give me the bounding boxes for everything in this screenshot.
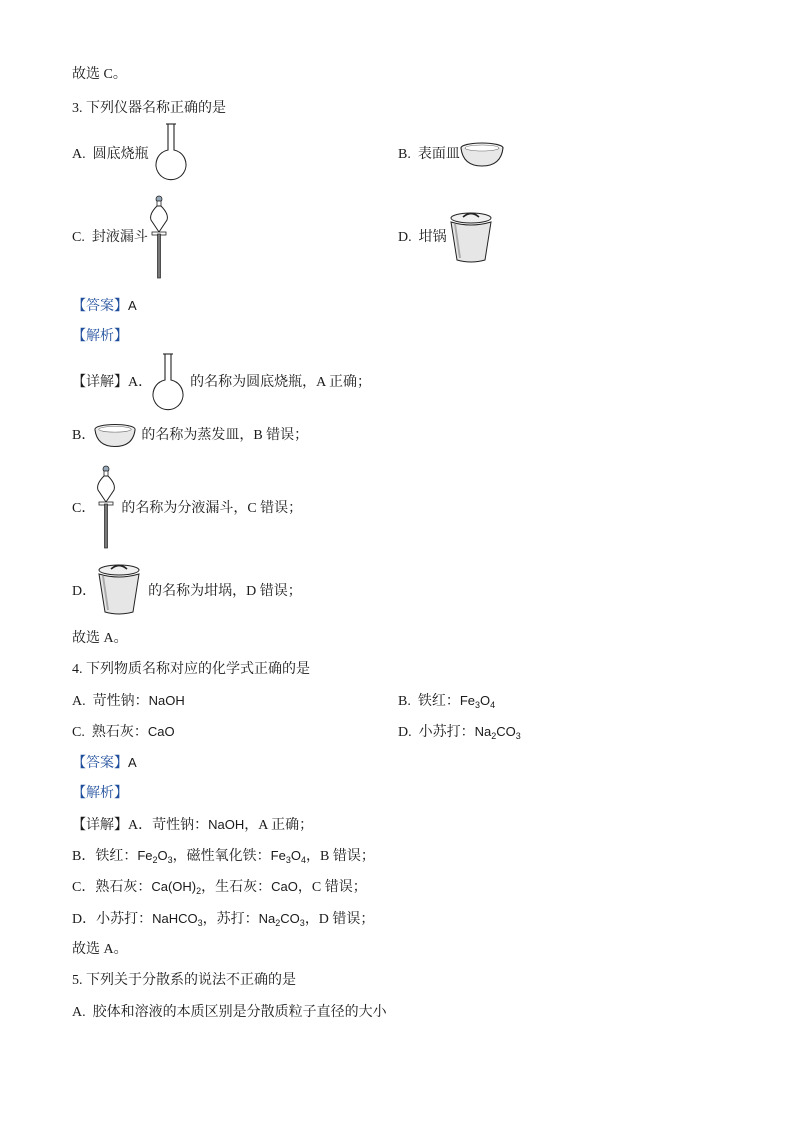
detail-text: B．铁红： — [72, 849, 138, 864]
option-letter: B. — [398, 694, 411, 709]
crucible-icon — [447, 210, 495, 264]
q3-conclusion: 故选 A。 — [72, 631, 128, 646]
option-text: 苛性钠： — [92, 694, 149, 709]
separatory-funnel-icon — [146, 194, 172, 280]
detail-text: ，A 正确； — [244, 818, 314, 833]
option-letter: C. — [72, 725, 85, 740]
q4-detail-b — [72, 847, 375, 866]
q4-option-c — [72, 723, 175, 742]
detail-prefix: C． — [72, 501, 96, 516]
detail-text: D．小苏打： — [72, 912, 153, 927]
formula: $Na_2CO_3$ — [258, 911, 305, 928]
previous-conclusion: 故选 C。 — [72, 67, 127, 82]
q5-option-a — [72, 1004, 387, 1022]
detail-text: 的名称为圆底烧瓶，A 正确； — [190, 375, 371, 390]
q4-detail-a — [72, 816, 313, 835]
question-5-stem: 5. 下列关于分散系的说法不正确的是 — [72, 973, 296, 988]
formula: $Fe_2O_3$ — [137, 848, 173, 865]
q3-option-d — [398, 229, 447, 247]
detail-text: ，磁性氧化铁： — [172, 849, 271, 864]
formula: $Ca(OH)_2$ — [151, 879, 202, 896]
q3-option-a — [72, 146, 149, 164]
q4-option-a — [72, 692, 185, 711]
detail-prefix: B． — [72, 428, 96, 443]
detail-prefix: A． — [128, 375, 153, 390]
answer-value: A — [128, 755, 137, 770]
formula: NaOH — [208, 817, 245, 832]
q3-detail-a — [72, 374, 371, 392]
option-letter: A. — [72, 1005, 86, 1020]
formula: CaO — [147, 724, 175, 739]
detail-prefix: D． — [72, 584, 97, 599]
round-bottom-flask-icon — [150, 352, 186, 414]
detail-tag: 【详解】 — [72, 818, 128, 833]
option-text: 胶体和溶液的本质区别是分散质粒子直径的大小 — [92, 1005, 387, 1020]
option-letter: D. — [398, 230, 412, 245]
detail-text: ，D 错误； — [304, 912, 375, 927]
round-bottom-flask-icon — [153, 122, 189, 184]
separatory-funnel-icon — [93, 464, 119, 550]
q4-option-d — [398, 723, 521, 742]
option-text: 铁红： — [417, 694, 460, 709]
q3-answer — [72, 297, 137, 316]
option-text: 熟石灰： — [91, 725, 148, 740]
detail-text: 的名称为坩埚，D 错误； — [148, 584, 302, 599]
detail-text: 的名称为分液漏斗，C 错误； — [121, 501, 303, 516]
detail-text: 的名称为蒸发皿，B 错误； — [141, 428, 309, 443]
detail-text: ，苏打： — [202, 912, 259, 927]
detail-text: ，C 错误； — [297, 880, 367, 895]
option-letter: A. — [72, 147, 86, 162]
crucible-icon — [95, 562, 143, 616]
detail-text: C．熟石灰： — [72, 880, 152, 895]
formula: $Fe_3O_4$ — [459, 693, 496, 710]
formula: $Fe_3O_4$ — [270, 848, 306, 865]
option-text: 坩锅 — [418, 230, 447, 245]
option-letter: C. — [72, 230, 85, 245]
formula: CaO — [271, 879, 298, 894]
q4-conclusion: 故选 A。 — [72, 942, 128, 957]
q4-detail-d — [72, 910, 374, 929]
option-letter: A. — [72, 694, 86, 709]
evaporating-dish-icon — [93, 421, 137, 449]
option-letter: D. — [398, 725, 412, 740]
detail-text: ，B 错误； — [306, 849, 375, 864]
q4-option-b — [398, 692, 495, 711]
q3-option-b — [398, 146, 460, 164]
option-text: 小苏打： — [418, 725, 475, 740]
formula: NaHCO$_3$ — [152, 911, 203, 928]
answer-value: A — [128, 298, 137, 313]
formula: NaOH — [148, 693, 185, 708]
q3-option-c — [72, 229, 148, 247]
question-3-stem: 3. 下列仪器名称正确的是 — [72, 101, 226, 116]
option-text: 封液漏斗 — [91, 230, 148, 245]
q4-detail-c — [72, 878, 367, 897]
option-text: 表面皿 — [417, 147, 460, 162]
detail-tag: 【详解】 — [72, 375, 128, 390]
detail-text: A．苛性钠： — [128, 818, 209, 833]
q3-analysis-tag: 【解析】 — [72, 329, 128, 344]
q4-answer — [72, 754, 137, 773]
detail-text: ，生石灰： — [201, 880, 272, 895]
option-text: 圆底烧瓶 — [92, 147, 149, 162]
q4-analysis-tag: 【解析】 — [72, 786, 128, 801]
option-letter: B. — [398, 147, 411, 162]
answer-tag: 【答案】 — [72, 299, 128, 314]
formula: $Na_2CO_3$ — [474, 724, 521, 741]
question-4-stem: 4. 下列物质名称对应的化学式正确的是 — [72, 662, 310, 677]
answer-tag: 【答案】 — [72, 756, 128, 771]
watch-glass-icon — [459, 140, 505, 168]
